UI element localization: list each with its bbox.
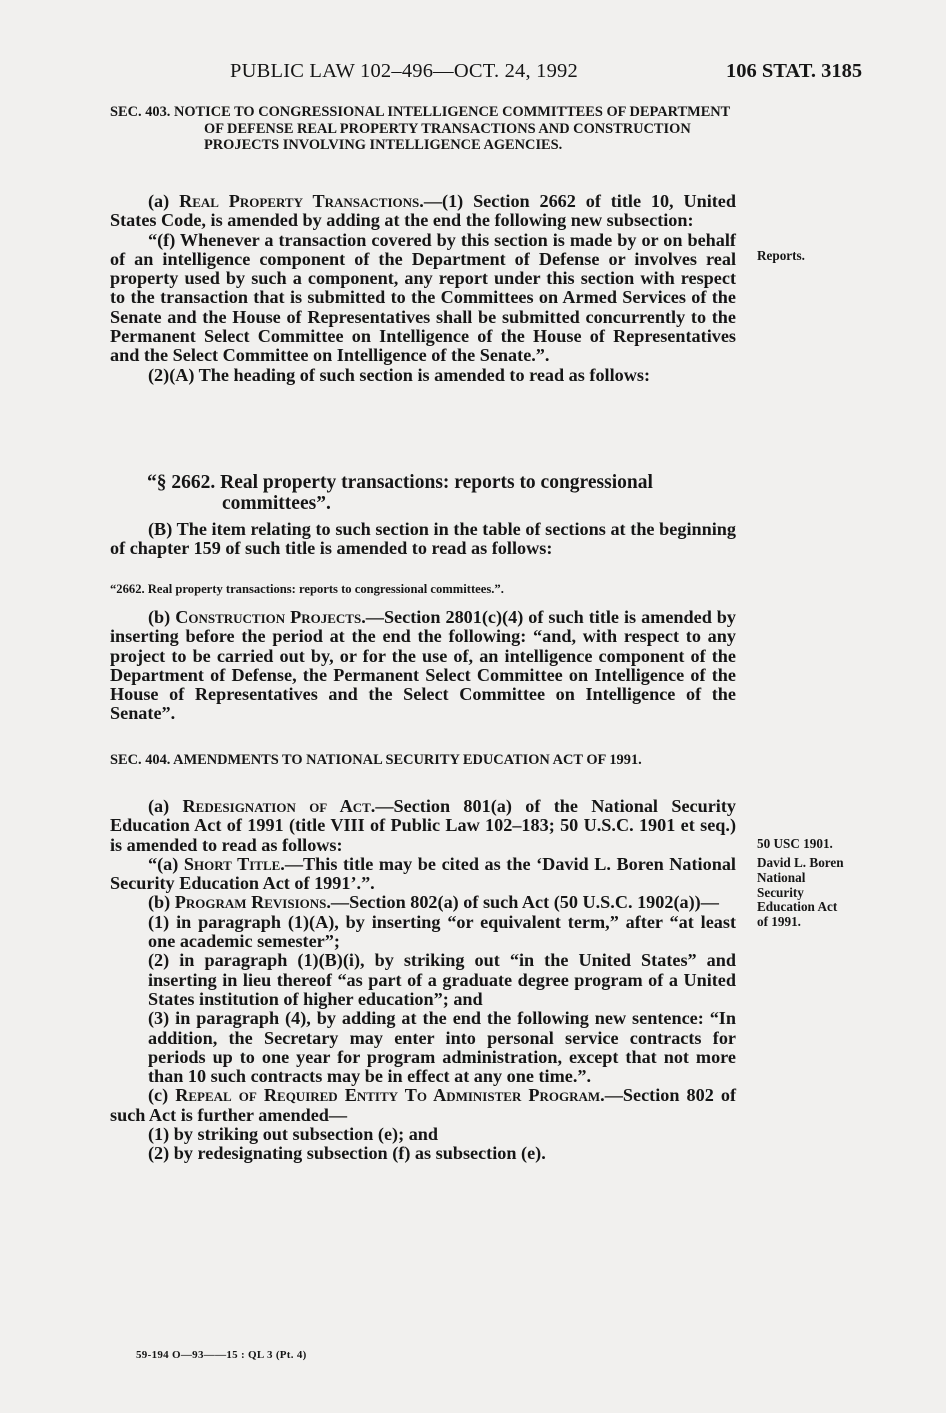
paragraph-404a: (a) Redesignation of Act.—Section 801(a) of the National Security Education Act of 1991 (title VIII of Public Law 102–183; 50 U.S.C. 1901 et seq.) is amended to read as follows: <box>110 796 736 855</box>
short-title-heading: Short Title. <box>183 853 285 874</box>
paragraph-404c: (c) Repeal of Required Entity To Administer Program.—Section 802 of such Act is further amended— <box>110 1085 737 1125</box>
section-403-heading: SEC. 403. NOTICE TO CONGRESSIONAL INTELLIGENCE COMMITTEES OF DEPARTMENT OF DEFENSE REAL PROPERTY TRANSACTIONS AND CONSTRUCTION PROJECTS INVOLVING INTELLIGENCE AGENCIES. <box>110 104 731 153</box>
toc-line-block <box>110 582 736 597</box>
paragraph-403a2b: (B) The item relating to such section in the table of sections at the beginning of chapter 159 of such title is amended to read as follows: <box>110 519 736 559</box>
repeal-item-2: (2) by redesignating subsection (f) as subsection (e). <box>148 1143 546 1164</box>
margin-note-reports: Reports. <box>757 248 805 263</box>
paragraph-403b-title: Construction Projects. <box>175 607 366 627</box>
subsection-f-text: “(f) Whenever a transaction covered by this section is made by or on behalf of an intelligence component of the Department of Defense or involves real property used by such a component, any report under this section with respect to the transaction that is submitted to the Committees on Armed Services of the Senate and the House of Representatives shall be submitted concurrently to the Permanent Select Committee on Intelligence of the House of Representatives and the Select Committee on Intelligence of the Senate.”. <box>110 229 736 366</box>
paragraph-404b-title: Program Revisions. <box>174 892 331 913</box>
short-title-paragraph: “(a) Short Title.—This title may be cited as the ‘David L. Boren National Security Education Act of 1991’.”. <box>110 853 736 894</box>
paragraph-404a-title: Redesignation of Act. <box>182 796 376 816</box>
paragraph-403b: (b) Construction Projects.—Section 2801(c)(4) of such title is amended by inserting before the period at the end the following: “and, with respect to any project to be carried out by, or for the use of, an intelligence component of the Department of Defense, the Permanent Select Committee on Intelligence of the House of Representatives and the Select Committee on Intelligence of the Senate”. <box>110 607 737 724</box>
table-of-sections-line: “2662. Real property transactions: reports to congressional committees.”. <box>110 582 504 596</box>
amendment-item-3: (3) in paragraph (4), by adding at the end the following new sentence: “In addition, the Secretary may enter into personal service contracts for periods up to one year for program administration, except that not more than 10 such contracts may be in effect at any one time.”. <box>148 1008 736 1087</box>
section-404 <box>110 752 736 769</box>
section-caption-block <box>110 472 736 514</box>
paragraph-403a: (a) Real Property Transactions.—(1) Section 2662 of title 10, United States Code, is amended by adding at the end the following new subsection: <box>110 191 736 231</box>
amendment-item-2: (2) in paragraph (1)(B)(i), by striking out “in the United States” and inserting in lieu thereof “as part of a graduate degree program of a United States institution of higher education”; and <box>148 950 736 1009</box>
paragraph-403a2: (2)(A) The heading of such section is amended to read as follows: <box>148 364 651 385</box>
section-404-heading: SEC. 404. AMENDMENTS TO NATIONAL SECURITY EDUCATION ACT OF 1991. <box>110 752 642 768</box>
statute-page-reference: 106 STAT. 3185 <box>726 60 863 82</box>
paragraph-404b: (b) Program Revisions.—Section 802(a) of such Act (50 U.S.C. 1902(a))— <box>148 892 719 913</box>
section-403 <box>110 104 736 154</box>
print-job-code: 59-194 O—93——15 : QL 3 (Pt. 4) <box>136 1349 307 1361</box>
section-403-b <box>110 608 736 724</box>
margin-note-short-title: David L. Boren National Security Education Act of 1991. <box>757 855 844 930</box>
section-404-body <box>110 797 736 1164</box>
repeal-item-1: (1) by striking out subsection (e); and <box>148 1124 439 1145</box>
running-head: PUBLIC LAW 102–496—OCT. 24, 1992 <box>230 60 578 82</box>
section-2662-caption: “§ 2662. Real property transactions: reports to congressional committees”. <box>147 472 653 514</box>
amendment-item-1: (1) in paragraph (1)(A), by inserting “or equivalent term,” after “at least one academic semester”; <box>148 911 736 952</box>
section-403-b-item <box>110 520 736 559</box>
margin-note-usc-citation: 50 USC 1901. <box>757 836 833 851</box>
paragraph-403a-title: Real Property Transactions. <box>179 191 424 211</box>
section-403-a <box>110 192 736 385</box>
paragraph-404c-title: Repeal of Required Entity To Administer Program. <box>175 1085 605 1106</box>
